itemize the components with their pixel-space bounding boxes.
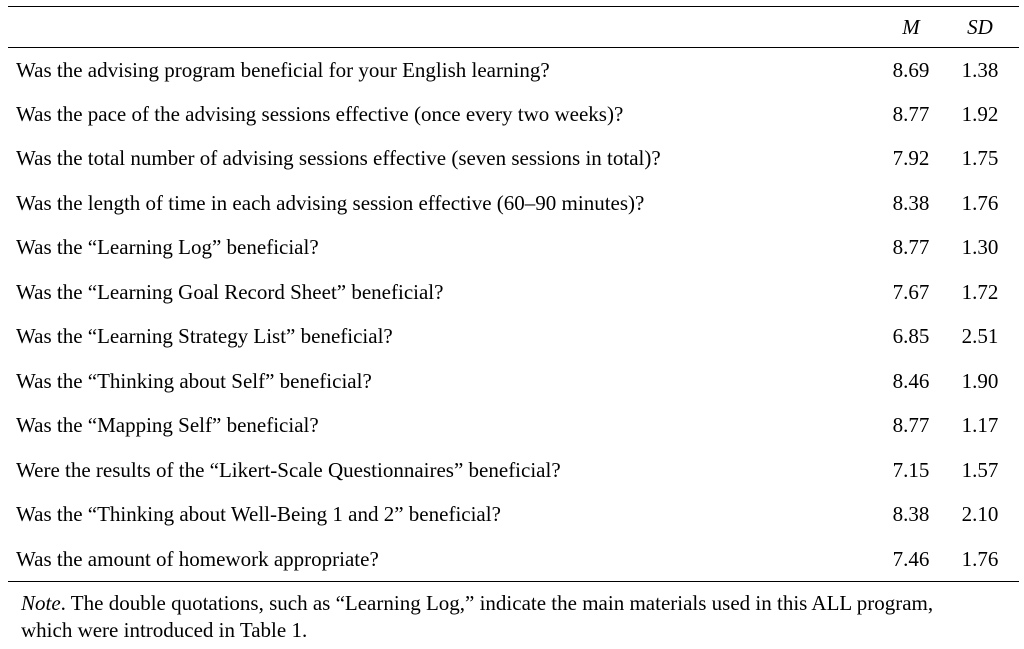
question-cell: Was the amount of homework appropriate? — [16, 546, 379, 571]
question-cell: Was the total number of advising sessions effective (seven sessions in total)? — [16, 146, 661, 171]
sd-cell: 1.57 — [961, 457, 999, 482]
header-mean: M — [902, 14, 920, 39]
question-cell: Was the advising program beneficial for your English learning? — [16, 57, 550, 82]
sd-cell: 2.51 — [961, 324, 999, 349]
mean-cell: 7.92 — [892, 146, 930, 171]
sd-cell: 1.17 — [961, 413, 999, 438]
question-cell: Was the “Thinking about Self” beneficial? — [16, 368, 372, 393]
header-question — [8, 7, 881, 48]
mean-cell: 8.46 — [892, 368, 930, 393]
header-row — [8, 7, 1019, 48]
question-cell: Was the “Mapping Self” beneficial? — [16, 413, 319, 438]
table-row — [8, 448, 1019, 493]
table-row — [8, 226, 1019, 271]
table-row — [8, 537, 1019, 582]
note-label: Note — [21, 591, 61, 615]
table-row — [8, 92, 1019, 137]
question-cell: Was the “Learning Strategy List” beneficial? — [16, 324, 393, 349]
table-note — [21, 590, 981, 644]
table-row — [8, 404, 1019, 449]
table-header — [8, 7, 1019, 48]
mean-cell: 8.77 — [892, 235, 930, 260]
question-cell: Was the “Learning Goal Record Sheet” beneficial? — [16, 279, 444, 304]
table-row — [8, 181, 1019, 226]
mean-cell: 8.77 — [892, 101, 930, 126]
sd-cell: 1.90 — [961, 368, 999, 393]
mean-cell: 7.15 — [892, 457, 930, 482]
sd-cell: 1.92 — [961, 101, 999, 126]
table-body — [8, 48, 1019, 582]
sd-cell: 1.38 — [961, 57, 999, 82]
sd-cell: 1.75 — [961, 146, 999, 171]
question-cell: Was the pace of the advising sessions effective (once every two weeks)? — [16, 101, 624, 126]
table-row — [8, 493, 1019, 538]
table-row — [8, 359, 1019, 404]
mean-cell: 8.69 — [892, 57, 930, 82]
mean-cell: 8.38 — [892, 502, 930, 527]
question-cell: Was the “Thinking about Well-Being 1 and 2” beneficial? — [16, 502, 501, 527]
mean-cell: 8.77 — [892, 413, 930, 438]
mean-cell: 8.38 — [892, 190, 930, 215]
mean-cell: 7.67 — [892, 279, 930, 304]
question-cell: Were the results of the “Likert-Scale Questionnaires” beneficial? — [16, 457, 561, 482]
sd-cell: 1.30 — [961, 235, 999, 260]
results-table — [8, 6, 1019, 582]
table-row — [8, 315, 1019, 360]
question-cell: Was the “Learning Log” beneficial? — [16, 235, 319, 260]
table-row — [8, 48, 1019, 93]
sd-cell: 1.76 — [961, 546, 999, 571]
question-cell: Was the length of time in each advising session effective (60–90 minutes)? — [16, 190, 645, 215]
table-row — [8, 137, 1019, 182]
mean-cell: 6.85 — [892, 324, 930, 349]
header-sd: SD — [967, 14, 993, 39]
sd-cell: 1.76 — [961, 190, 999, 215]
sd-cell: 2.10 — [961, 502, 999, 527]
table-row — [8, 270, 1019, 315]
mean-cell: 7.46 — [892, 546, 930, 571]
sd-cell: 1.72 — [961, 279, 999, 304]
note-text: . The double quotations, such as “Learning Log,” indicate the main materials used in this ALL program, which were introduced in Table 1. — [21, 591, 934, 642]
